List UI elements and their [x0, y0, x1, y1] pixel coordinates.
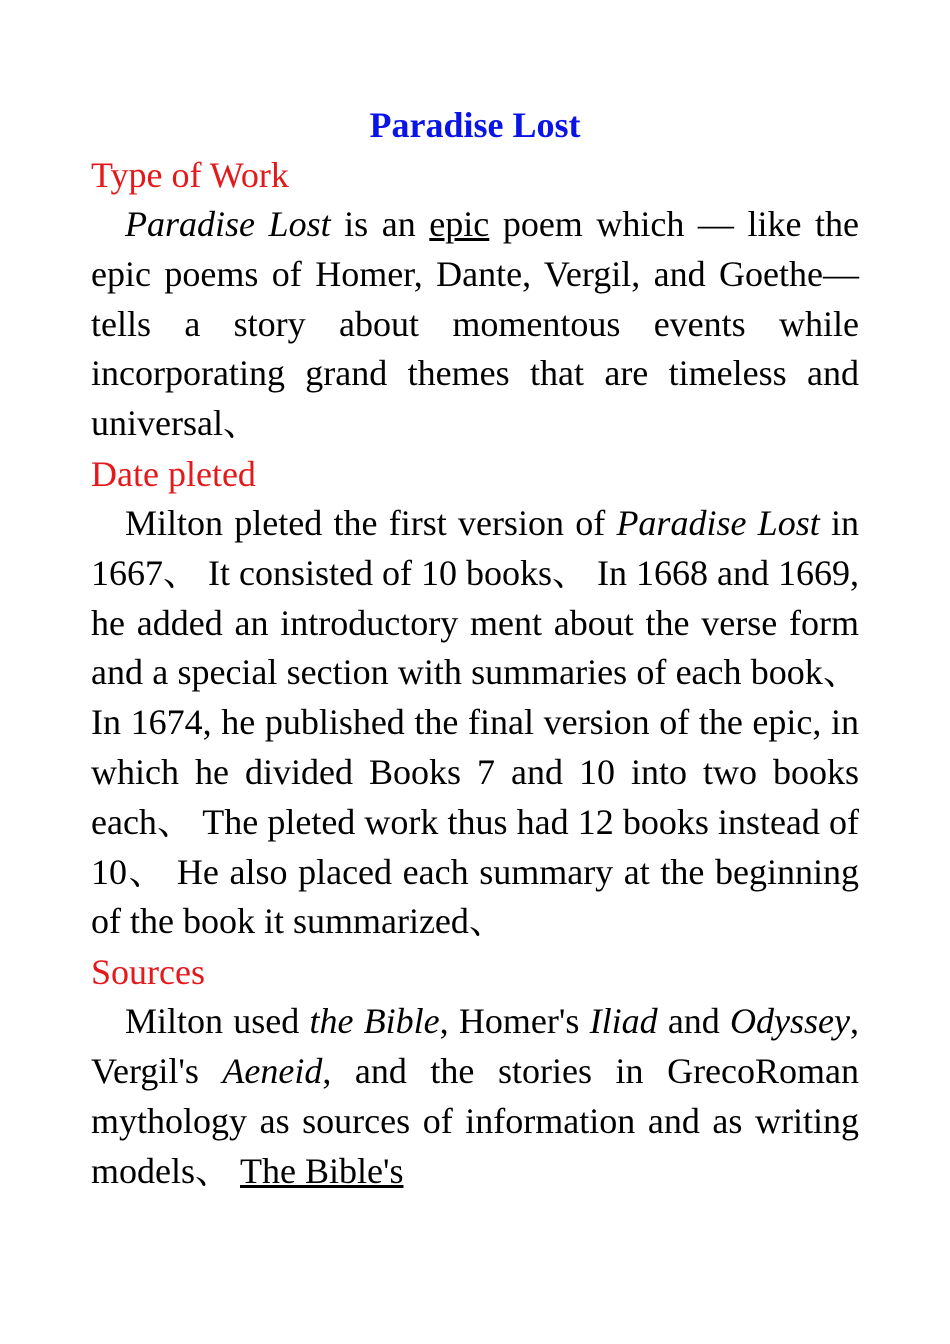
text-run: poem which — like the epic poems of Homer, Dante, Vergil, and Goethe—tells a story about momentous events while incorporating grand themes that are timeless and universal、 [91, 204, 859, 444]
document-page [91, 100, 859, 1196]
text-run: , Vergil's [91, 1001, 859, 1091]
italic-text: Paradise Lost [125, 204, 331, 244]
text-run: Milton pleted the first version of [125, 502, 617, 543]
underlined-term-epic: epic [429, 204, 490, 244]
text-run: is an [330, 204, 430, 244]
section-heading-type-of-work: Type of Work [91, 155, 289, 195]
section-heading-sources: Sources [91, 952, 205, 993]
italic-text: Paradise Lost [616, 502, 820, 543]
text-run: , Homer's [439, 1001, 590, 1042]
text-run: in 1667、 It consisted of 10 books、 In 1668 and 1669, he added an introductory ment about the verse form and a special section with summaries of each book、 In 1674, he published the final version of the epic, in which he divided Books 7 and 10 into two books each、 The pleted work thus had 12 books instead of 10、 He also placed each summary at the beginning of the book it summarized、 [91, 502, 859, 942]
section-paragraph-date-pleted [91, 499, 859, 947]
section-paragraph-type-of-work [91, 200, 859, 449]
document-title: Paradise Lost [369, 105, 581, 145]
text-run: and [657, 1001, 731, 1042]
text-run: Milton used [125, 1001, 310, 1042]
underlined-term-bibles: The Bible's [240, 1150, 404, 1191]
italic-text: the Bible [309, 1001, 440, 1042]
section-heading-date-pleted: Date pleted [91, 453, 256, 494]
italic-text: Odyssey [730, 1001, 850, 1042]
italic-text: Aeneid [222, 1050, 323, 1091]
italic-text: Iliad [589, 1001, 658, 1042]
section-paragraph-sources [91, 997, 859, 1196]
text-run: , and the stories in GrecoRoman mythology as sources of information and as writing models、 [91, 1050, 860, 1191]
